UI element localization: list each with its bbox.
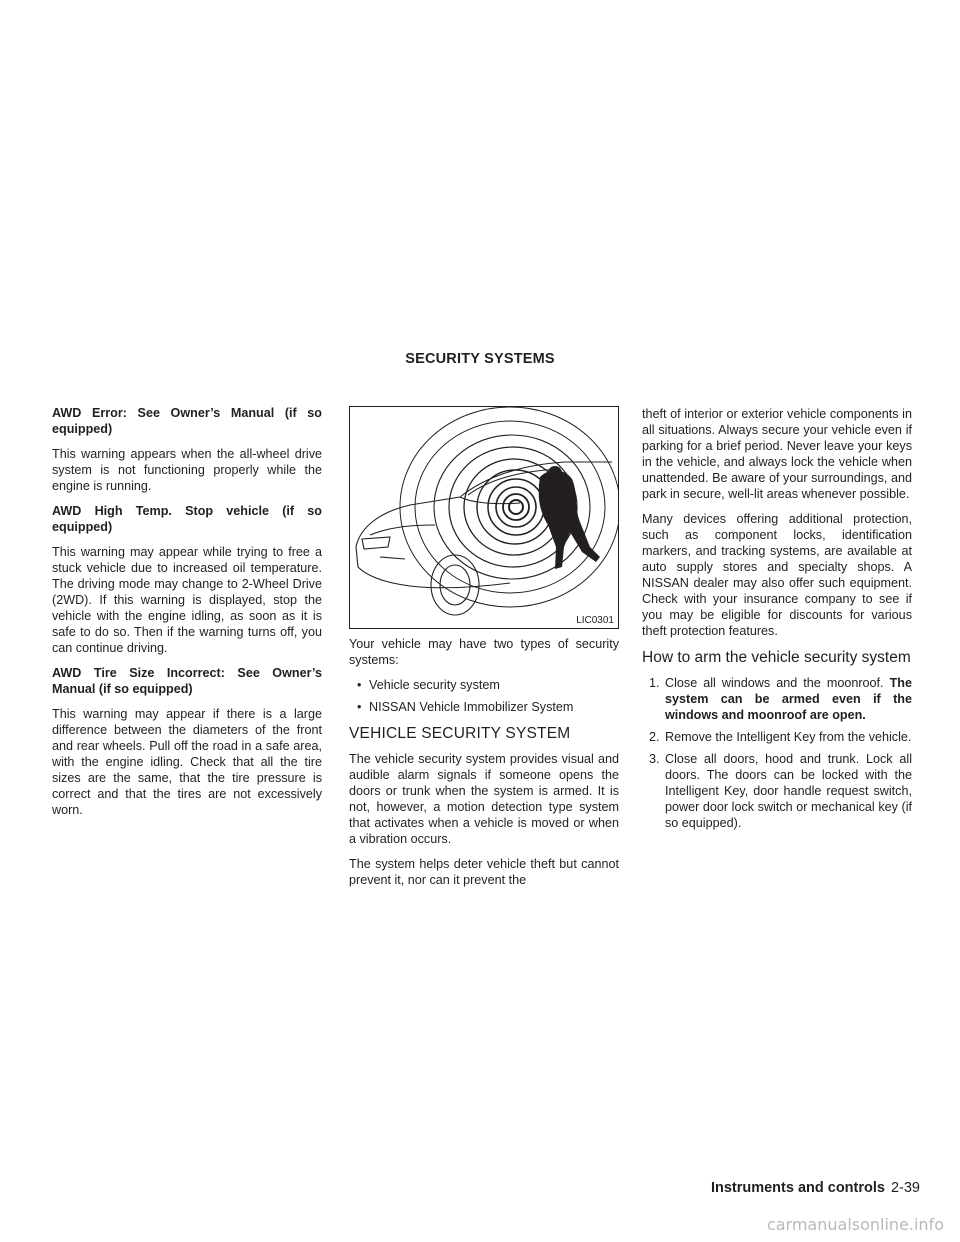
step-text: Close all windows and the moonroof. — [665, 676, 890, 690]
paragraph-awd-high-temp: This warning may appear while trying to free a stuck vehicle due to increased oil temperature. The driving mode may change to 2-Wheel Drive (2WD). If this warning is displayed, stop the vehicle with the engine idling, as soon as it is safe to do so. Then if the warning turns off, you can continue driving. — [52, 545, 322, 655]
security-types-list — [349, 677, 619, 715]
step-number: 1. — [649, 676, 660, 690]
list-item: • NISSAN Vehicle Immobilizer System — [349, 699, 619, 715]
figure-label: LIC0301 — [576, 615, 614, 626]
paragraph-theft-continued: theft of interior or exterior vehicle components in all situations. Always secure your vehicle even if parking for a brief period. Never leave your keys in the vehicle, and always lock the vehicle when unattended. Be aware of your surroundings, and park in secure, well-lit areas whenever possible. — [642, 407, 912, 501]
heading-how-to-arm: How to arm the vehicle security system — [642, 649, 911, 666]
subheading-awd-tire-size: AWD Tire Size Incorrect: See Owner’s Manual (if so equipped) — [52, 666, 322, 696]
list-item — [642, 729, 912, 745]
security-illustration — [349, 406, 619, 629]
car-alarm-drawing — [350, 407, 618, 628]
step-number: 3. — [649, 752, 660, 766]
paragraph-awd-error: This warning appears when the all-wheel drive system is not functioning properly while the engine is running. — [52, 447, 322, 493]
section-title: SECURITY SYSTEMS — [405, 351, 555, 367]
list-item — [642, 675, 912, 723]
step-text: Close all doors, hood and trunk. Lock all doors. The doors can be locked with the Intelligent Key, door handle request switch, power door lock switch or mechanical key (if so equipped). — [665, 752, 912, 830]
step-emphasis: The system can be armed even if the windows and moonroof are open. — [665, 676, 912, 722]
security-intro: Your vehicle may have two types of security systems: — [349, 637, 619, 667]
page-footer — [711, 1180, 920, 1196]
paragraph-additional-devices: Many devices offering additional protection, such as component locks, identification markers, and tracking systems, are available at auto supply stores and specialty shops. A NISSAN dealer may also offer such equipment. Check with your insurance company to see if you may be eligible for discounts for various theft protection features. — [642, 512, 912, 638]
paragraph-security-description: The vehicle security system provides visual and audible alarm signals if someone opens the doors or trunk when the system is armed. It is not, however, a motion detection type system that activates when a vehicle is moved or when a vibration occurs. — [349, 752, 619, 846]
paragraph-awd-tire-size: This warning may appear if there is a large difference between the diameters of the front and rear wheels. Pull off the road in a safe area, with the engine idling. Check that all the tire sizes are the same, that the tire pressure is correct and that the tires are not excessively worn. — [52, 707, 322, 817]
paragraph-deter-theft: The system helps deter vehicle theft but cannot prevent it, nor can it prevent the — [349, 857, 619, 887]
subheading-awd-error: AWD Error: See Owner’s Manual (if so equipped) — [52, 406, 322, 436]
chapter-title: Instruments and controls — [710, 1180, 885, 1196]
watermark: carmanualsonline.info — [766, 1215, 944, 1234]
subheading-awd-high-temp: AWD High Temp. Stop vehicle (if so equipped) — [52, 504, 322, 534]
list-item: • Vehicle security system — [349, 677, 619, 693]
list-item — [642, 751, 912, 831]
page-number: 2-39 — [890, 1180, 920, 1196]
step-number: 2. — [649, 730, 660, 744]
column-right — [642, 406, 912, 837]
arming-steps — [642, 675, 912, 831]
heading-vehicle-security-system: VEHICLE SECURITY SYSTEM — [349, 725, 571, 742]
column-middle — [349, 636, 619, 897]
column-left — [52, 405, 322, 827]
step-text: Remove the Intelligent Key from the vehicle. — [665, 730, 912, 744]
